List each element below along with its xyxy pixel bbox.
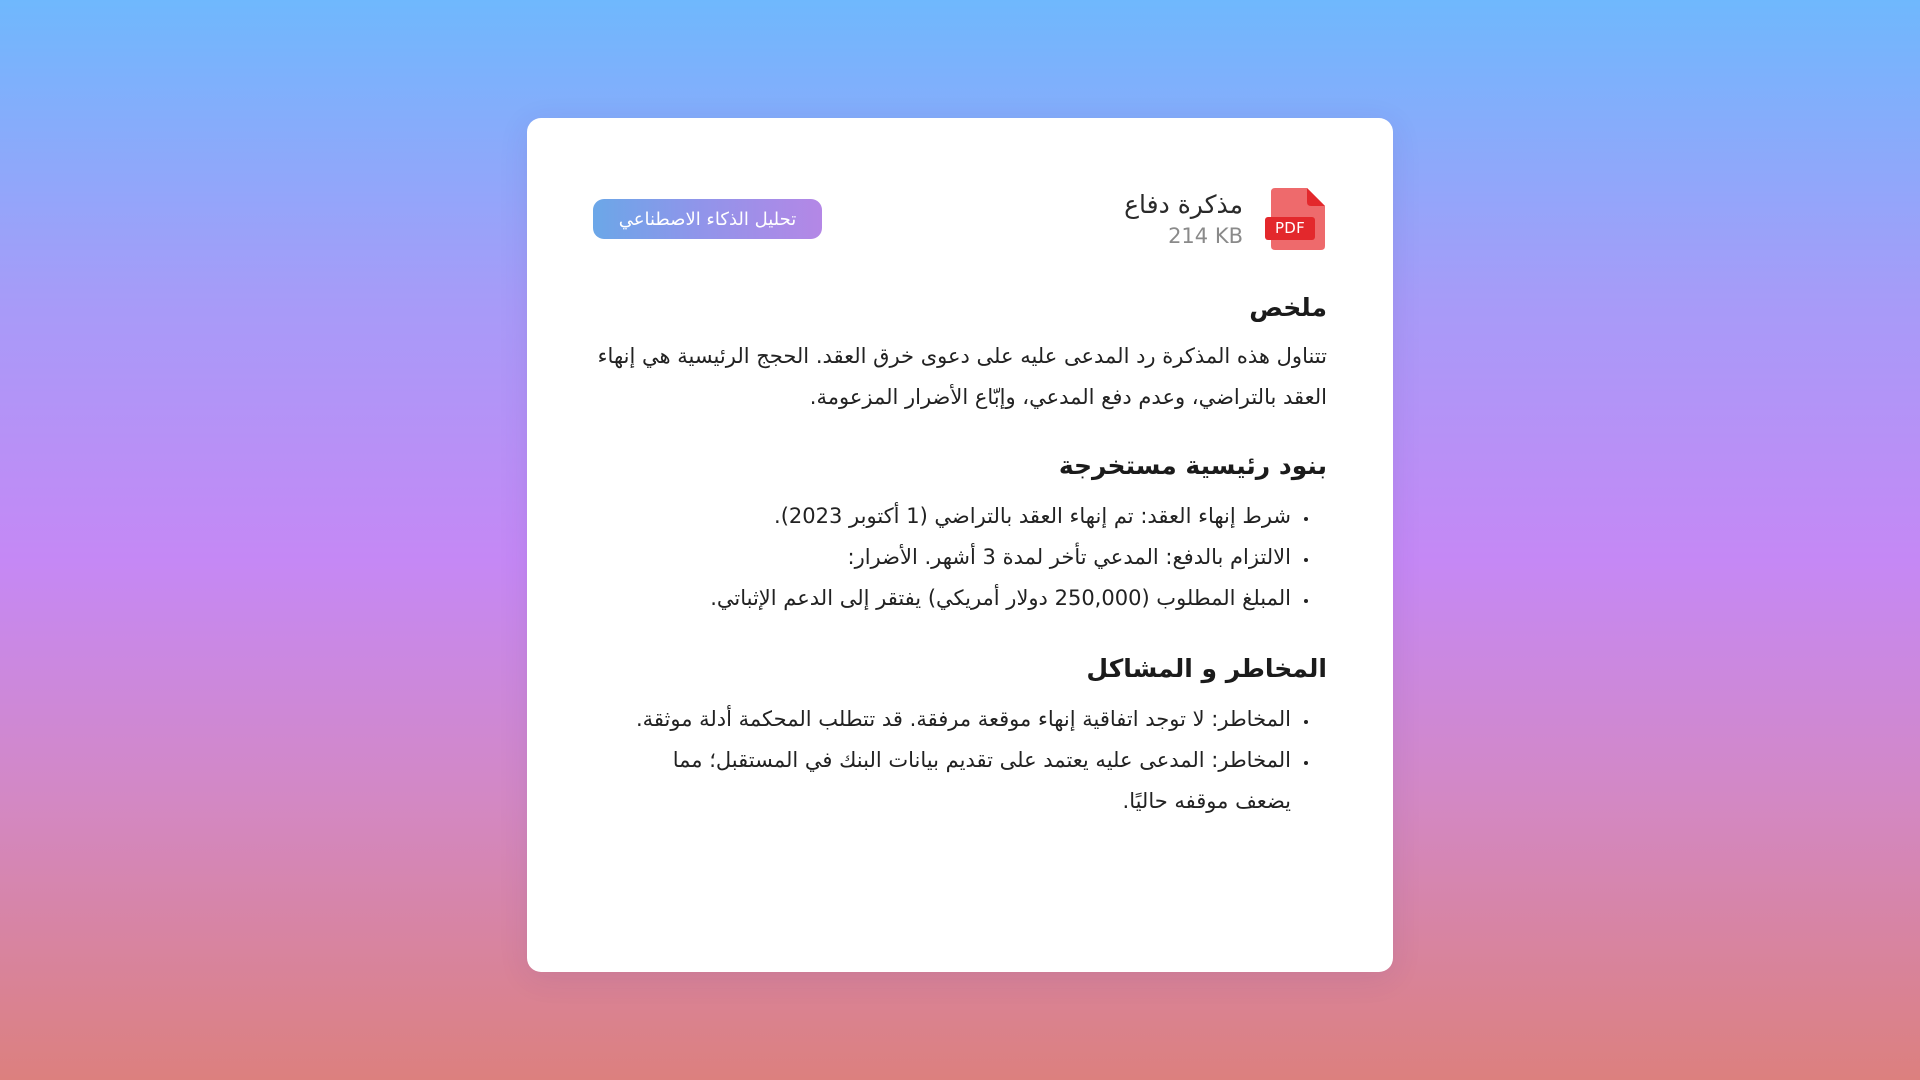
ai-analysis-button[interactable]: تحليل الذكاء الاصطناعي xyxy=(593,199,822,239)
pdf-file-icon xyxy=(1263,186,1327,252)
risks-heading: المخاطر و المشاكل xyxy=(1086,654,1327,683)
risks-list xyxy=(593,699,1327,822)
document-card xyxy=(527,118,1393,972)
list-item: • شرط إنهاء العقد: تم إنهاء العقد بالتراضي (1 أكتوبر 2023). xyxy=(593,496,1293,537)
pdf-label: PDF xyxy=(1265,217,1315,240)
file-size: 214 KB xyxy=(1168,224,1243,248)
list-item: • الالتزام بالدفع: المدعي تأخر لمدة 3 أشهر. الأضرار: xyxy=(593,537,1293,578)
clauses-heading: بنود رئيسية مستخرجة xyxy=(1058,451,1327,480)
card-header xyxy=(593,184,1327,254)
clauses-list xyxy=(593,496,1327,619)
list-item: • المبلغ المطلوب (250,000 دولار أمريكي) يفتقر إلى الدعم الإثباتي. xyxy=(593,578,1293,619)
summary-text: تتناول هذه المذكرة رد المدعى عليه على دعوى خرق العقد. الحجج الرئيسية هي إنهاء العقد بالتراضي، وعدم دفع المدعي، وإبّاع الأضرار المزعومة. xyxy=(597,344,1327,409)
file-text xyxy=(1124,188,1243,250)
list-item: • المخاطر: المدعى عليه يعتمد على تقديم بيانات البنك في المستقبل؛ مما يضعف موقفه حاليًا. xyxy=(627,740,1293,822)
summary-heading: ملخص xyxy=(1249,293,1327,322)
file-name: مذكرة دفاع xyxy=(1124,190,1243,219)
list-item: • المخاطر: لا توجد اتفاقية إنهاء موقعة مرفقة. قد تتطلب المحكمة أدلة موثقة. xyxy=(627,699,1293,740)
file-info-block[interactable] xyxy=(1124,186,1327,252)
